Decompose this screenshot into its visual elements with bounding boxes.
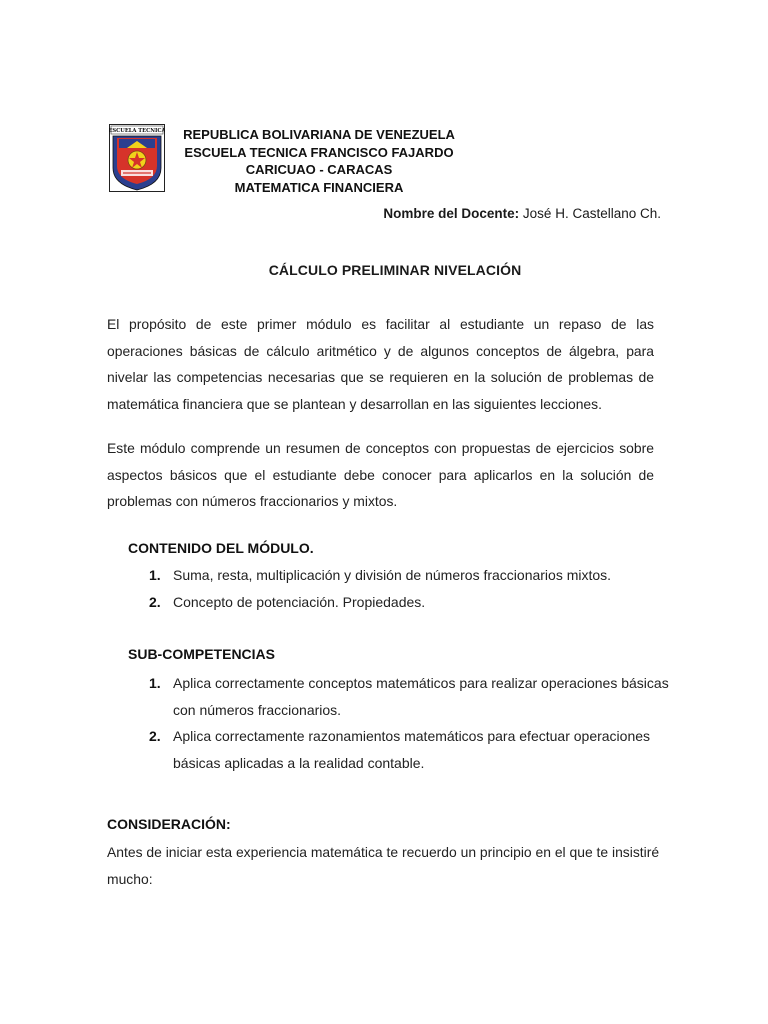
list-item-number: 1. [149,567,161,583]
list-item [149,562,669,589]
list-item [149,589,669,616]
header-line-school: ESCUELA TECNICA FRANCISCO FAJARDO [184,144,454,160]
teacher-line [383,206,661,221]
logo-text: ESCUELA TECNICA [109,128,165,135]
institution-header [168,126,470,196]
list-item-text: Concepto de potenciación. Propiedades. [173,593,426,610]
list-item-text: Suma, resta, multiplicación y división de números fraccionarios mixtos. [173,567,612,583]
teacher-label: Nombre del Docente: [383,206,520,221]
consideracion-paragraph: Antes de iniciar esta experiencia matemática te recuerdo un principio en el que te insistiré mucho: [107,844,660,887]
list-item [149,670,669,723]
list-item-number: 1. [149,675,161,691]
header-line-location: CARICUAO - CARACAS [245,162,393,177]
list-item-text: Aplica correctamente conceptos matemáticos para realizar operaciones básicas con números fraccionarios. [173,675,669,718]
subcompetencias-heading: SUB-COMPETENCIAS [128,646,276,662]
list-item-number: 2. [149,728,161,744]
school-crest-icon [109,124,165,192]
teacher-name: José H. Castellano Ch. [522,206,661,221]
intro-paragraph: El propósito de este primer módulo es facilitar al estudiante un repaso de las operaciones básicas de cálculo aritmético y de algunos conceptos de álgebra, para nivelar las competencias necesarias que se requieren en la solución de problemas de matemática financiera que se plantean y desarrollan en las siguientes lecciones. [107,316,654,413]
header-line-subject: MATEMATICA FINANCIERA [234,179,404,195]
list-item-text: Aplica correctamente razonamientos matemáticos para efectuar operaciones básicas aplicadas a la realidad contable. [173,728,651,771]
school-logo [109,124,165,192]
contenido-list [149,562,669,615]
contenido-heading: CONTENIDO DEL MÓDULO. [128,540,314,556]
document-title: CÁLCULO PRELIMINAR NIVELACIÓN [268,262,522,278]
list-item [149,723,669,776]
consideracion-heading: CONSIDERACIÓN: [107,816,231,832]
subcompetencias-list [149,670,669,776]
module-summary-paragraph: Este módulo comprende un resumen de conceptos con propuestas de ejercicios sobre aspectos básicos que el estudiante debe conocer para aplicarlos en la solución de problemas con números fraccionarios y mixtos. [107,440,654,510]
header-line-country: REPUBLICA BOLIVARIANA DE VENEZUELA [183,127,455,142]
list-item-number: 2. [149,593,161,610]
